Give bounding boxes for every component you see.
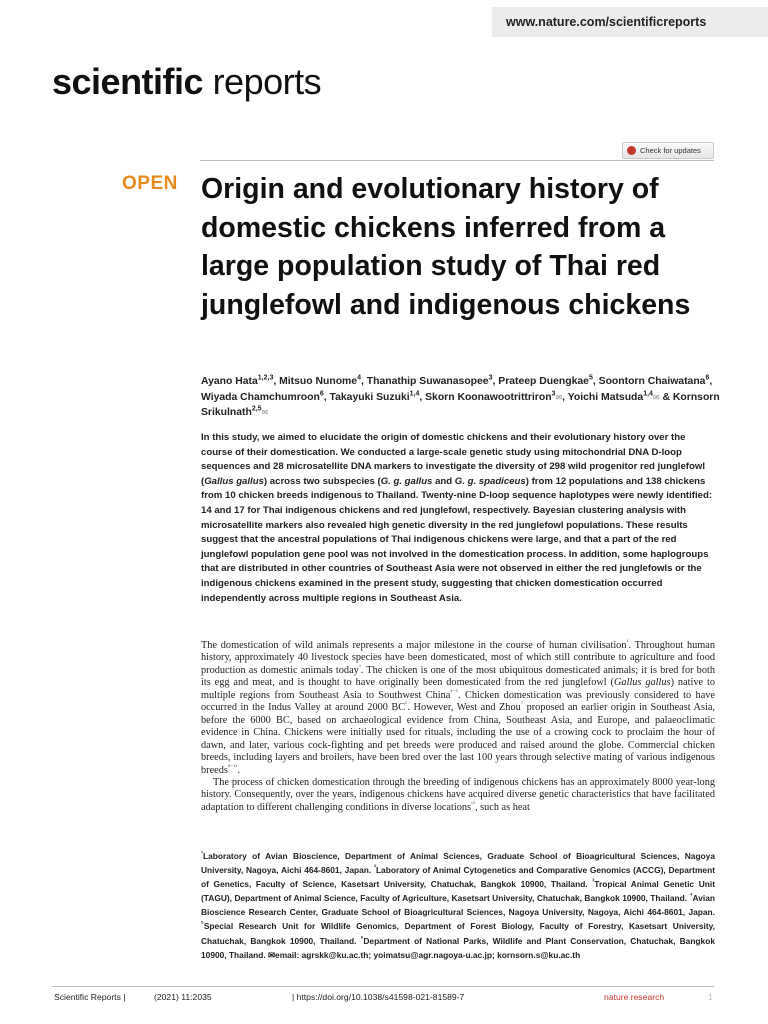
footer-doi-link[interactable]: | https://doi.org/10.1038/s41598-021-81589-7 [292, 992, 465, 1002]
author-name: Yoichi Matsuda [567, 391, 644, 403]
check-updates-button[interactable] [622, 142, 714, 159]
abstract: In this study, we aimed to elucidate the origin of domestic chickens and their evolutionary history over the course of their domestication. We conducted a large-scale genetic study using mitochondrial DNA D-loop sequences and 28 microsatellite DNA markers to investigate the diversity of 298 wild progenitor red junglefowl (Gallus gallus) across two subspecies (G. g. gallus and G. g. spadiceus) from 12 populations and 138 chickens from 10 chicken breeds indigenous to Thailand. Twenty-nine D-loop sequence haplotypes were newly identified: 14 and 17 for Thai indigenous chickens and red junglefowl, respectively. Bayesian clustering analysis with microsatellite markers also revealed high genetic diversity in the red junglefowl populations. These results suggest that the ancestral populations of Thai indigenous chickens were large, and that a part of the red junglefowl population gene pool was not involved in the domestication process. In addition, some haplogroups that are distributed in other countries of Southeast Asia were not observed in either the red junglefowls or the indigenous chickens examined in the present study, suggesting that chicken domestication occurred independently across multiple regions in Southeast Asia. [201, 432, 713, 604]
author-affiliation-marker: 2,5 [251, 405, 262, 413]
journal-logo: scientific reports [52, 61, 322, 102]
author-affiliation-marker: 1,4 [409, 390, 420, 398]
body-paragraph: The domestication of wild animals represents a major milestone in the course of human civilisation$^{^1}$. Throughout human history, approximately 40 livestock species have been domesticated, most of which still contribute to agriculture and food production as domestic animals today$^{^2}$. The chicken is one of the most ubiquitous domesticated animals; it is bred for both its egg and meat, and is thought to have originally been domesticated from the red junglefowl (Gallus gallus) native to multiple regions from Southeast Asia to Southwest China$^{^{3-5}}$. Chicken domestication was previously considered to have occurred in the Indus Valley at around 2000 $BC^{^6}$. However, West and Zhou$^{^7}$ proposed an earlier origin in Southeast Asia, before the 6000 BC, based on archaeological evidence from China, Southeast Asia, and Europe, and palaeoclimatic evidence in China. Chickens were initially used for rituals, including the use of a crowing cock to proclaim the hour of dawn, and later, various cock-fighting and pet breeds were produced and raised around the globe. Commercial chicken breeds, including layers and broilers, have been bred over the last 100 years through selective mating of various indigenous breeds$^{^{8-11}}$. [201, 638, 715, 776]
footer-journal: Scientific Reports | [54, 992, 126, 1002]
author-name: Soontorn Chaiwatana [598, 376, 706, 387]
page-number: 1 [708, 992, 713, 1002]
author-name: Prateep Duengkae [498, 376, 589, 387]
publisher-logo: nature research [604, 992, 665, 1002]
author-affiliation-marker: 3 [488, 374, 493, 382]
author-affiliation-marker: 4 [357, 374, 361, 382]
open-access-badge: OPEN [122, 173, 178, 194]
affiliations: $^{^1}$Laboratory of Avian Bioscience, Department of Animal Sciences, Graduate School of Bioagricultural Sciences, Nagoya University, Nagoya, Aichi 464-8601, Japan. $^{^2}$Laboratory of Animal Cytogenetics and Comparative Genomics (ACCG), Department of Genetics, Faculty of Science, Kasetsart University, Chatuchak, Bangkok 10900, Thailand. $^{^3}$Tropical Animal Genetic Unit (TAGU), Department of Animal Science, Faculty of Agriculture, Kasetsart University, Chatuchak, Bangkok 10900, Thailand. $^{^4}$Avian Bioscience Research Center, Graduate School of Bioagricultural Sciences, Nagoya University, Nagoya, Aichi 464-8601, Japan. $^{^5}$Special Research Unit for Wildlife Genomics, Department of Forest Biology, Faculty of Forestry, Kasetsart University, Chatuchak, Bangkok 10900, Thailand. $^{^6}$Department of National Parks, Wildlife and Plant Conservation, Chatuchak, Bangkok 10900, Thailand. ✉email: agrskk@ku.ac.th; yoimatsu@agr.nagoya-u.ac.jp; kornsorn.s@ku.ac.th [201, 851, 715, 960]
author-name: Ayano Hata [201, 376, 258, 387]
author-affiliation-marker: 3 [551, 390, 556, 398]
author-name: Kornsorn Srikulnath [201, 391, 720, 419]
main-text [201, 640, 715, 814]
author-list: Ayano Hata$^{1,2,3}$, Mitsuo Nunome$^4$, Thanathip Suwanasopee$^3$, Prateep Duengkae$^5$, Soontorn Chaiwatana$^6$, Wiyada Chamchumroon$^6$, Takayuki Suzuki$^{1,4}$, Skorn Koonawootrittriron$^3$✉, Yoichi Matsuda$^{1,4}$✉ & Kornsorn Srikulnath$^{2,5}$✉ [201, 374, 720, 419]
author-affiliation-marker: 1,2,3 [257, 374, 274, 382]
email-envelope-icon[interactable]: ✉ [555, 392, 563, 402]
author-name: Mitsuo Nunome [279, 376, 358, 387]
author-name: Thanathip Suwanasopee [366, 376, 489, 387]
journal-url-text: www.nature.com/scientificreports [506, 15, 707, 29]
body-paragraph: The process of chicken domestication through the breeding of indigenous chickens has an approximately 8000 year-long history. Consequently, over the years, indigenous chickens have acquired diverse genetic characteristics that have facilitated adaptation to different challenging conditions in diverse locations$^{^{12}}$, such as heat [201, 776, 715, 813]
author-name: Skorn Koonawootrittriron [425, 391, 552, 403]
author-affiliation-marker: 6 [319, 390, 324, 398]
article-title: Origin and evolutionary history of domestic chickens inferred from a large population study of Thai red junglefowl and indigenous chickens [201, 173, 691, 321]
crossmark-icon [627, 146, 636, 155]
check-updates-label: Check for updates [640, 146, 701, 155]
author-affiliation-marker: 6 [705, 374, 710, 382]
author-name: Takayuki Suzuki [329, 391, 410, 403]
author-affiliation-marker: 5 [588, 374, 593, 382]
author-name: Wiyada Chamchumroon [201, 391, 320, 403]
header-divider [200, 160, 714, 161]
journal-url[interactable] [492, 7, 768, 37]
footer-divider [52, 986, 714, 987]
email-envelope-icon[interactable]: ✉ [261, 408, 269, 418]
author-affiliation-marker: 1,4 [643, 390, 653, 398]
email-envelope-icon[interactable]: ✉ [652, 392, 660, 402]
footer-citation: (2021) 11:2035 [154, 992, 212, 1002]
